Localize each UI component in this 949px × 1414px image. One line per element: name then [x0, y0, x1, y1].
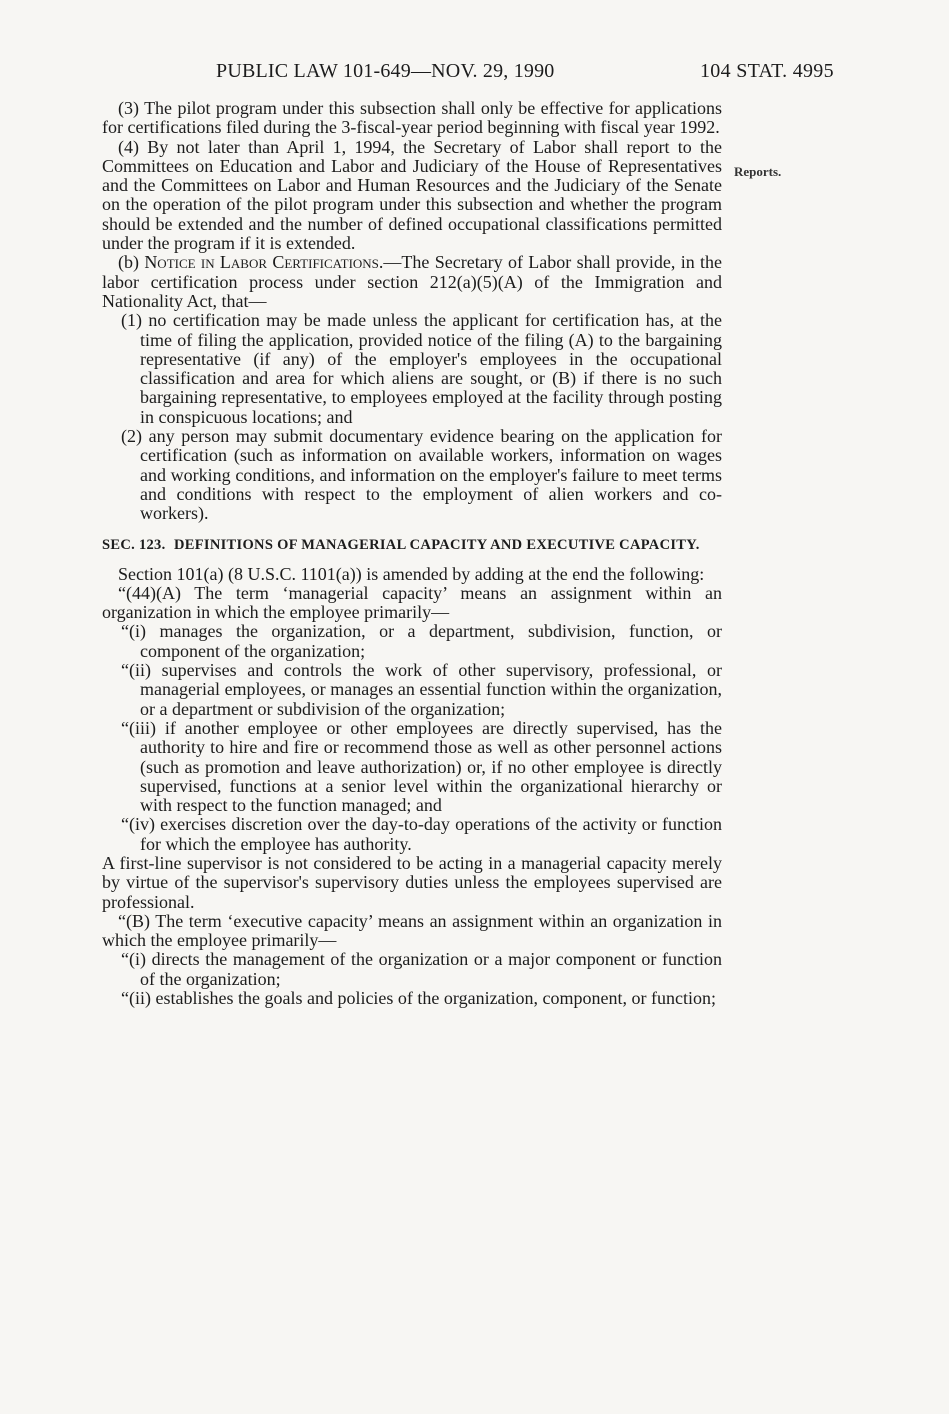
paragraph-3: (3) The pilot program under this subsection shall only be effective for applications for certifications filed during the 3-fiscal-year period beginning with fiscal year 1992. [102, 98, 722, 138]
body-text [102, 99, 722, 1008]
section-title: DEFINITIONS OF MANAGERIAL CAPACITY AND EXECUTIVE CAPACITY. [174, 536, 700, 553]
definition-a-tail: A first-line supervisor is not considered to be acting in a managerial capacity merely by virtue of the supervisor's supervisory duties unless the employees supervised are professional. [102, 852, 722, 912]
definition-44a: “(44)(A) The term ‘managerial capacity’ means an assignment within an organization in which the employee primarily— [102, 582, 722, 623]
clause-a-iii: “(iii) if another employee or other employees are directly supervised, has the authority to hire and fire or recommend those as well as other personnel actions (such as promotion and leave authorization) or, if no other employee is directly supervised, functions at a senior level within the organizational hierarchy or with respect to the function managed; and [121, 717, 722, 816]
margin-note-reports: Reports. [734, 164, 782, 179]
running-head: PUBLIC LAW 101-649—NOV. 29, 1990 [216, 60, 555, 82]
page-citation: 104 STAT. 4995 [700, 60, 834, 82]
paragraph-4: (4) By not later than April 1, 1994, the Secretary of Labor shall report to the Committees on Education and Labor and Judiciary of the House of Representatives and the Committees on Labor and Human Resources and the Judiciary of the Senate on the operation of the pilot program under this subsection and whether the program should be extended and the number of defined occupational classifications permitted under the program if it is extended. [102, 136, 722, 254]
clause-b-ii: “(ii) establishes the goals and policies of the organization, component, or function; [121, 988, 717, 1009]
clause-a-i: “(i) manages the organization, or a department, subdivision, function, or component of the organization; [121, 621, 722, 661]
section-heading [102, 536, 722, 555]
section-intro: Section 101(a) (8 U.S.C. 1101(a)) is amended by adding at the end the following: [118, 563, 705, 584]
clause-a-ii: “(ii) supervises and controls the work of other supervisory, professional, or managerial employees, or manages an essential function within the organization, or a department or subdivision of the organization; [121, 660, 722, 719]
clause-b-i: “(i) directs the management of the organization or a major component or function of the organization; [121, 949, 722, 989]
paragraph-b1: (1) no certification may be made unless the applicant for certification has, at the time of filing the application, provided notice of the filing (A) to the bargaining representative (if any) of the employer's employees in the occupational classification and area for which aliens are sought, or (B) if there is no such bargaining representative, to employees employed at the facility through posting in conspicuous locations; and [121, 310, 722, 427]
subsection-b-prefix: (b) [118, 252, 145, 273]
paragraph-b2: (2) any person may submit documentary evidence bearing on the application for certification (such as information on available workers, information on wages and working conditions, and information on the employer's failure to meet terms and conditions with respect to the employment of alien workers and co-workers). [121, 426, 722, 524]
subsection-b [102, 253, 722, 311]
subsection-b-heading: Notice in Labor Certifications [144, 252, 379, 273]
page-header [0, 60, 949, 86]
definition-b: “(B) The term ‘executive capacity’ means an assignment within an organization in which the employee primarily— [102, 910, 722, 951]
clause-a-iv: “(iv) exercises discretion over the day-to-day operations of the activity or function for which the employee has authority. [121, 814, 722, 854]
subsection-b-text: .—The Secretary of Labor shall provide, in the labor certification process under section 212(a)(5)(A) of the Immigration and Nationality Act, that— [102, 252, 722, 311]
section-number: SEC. 123. [102, 536, 166, 553]
